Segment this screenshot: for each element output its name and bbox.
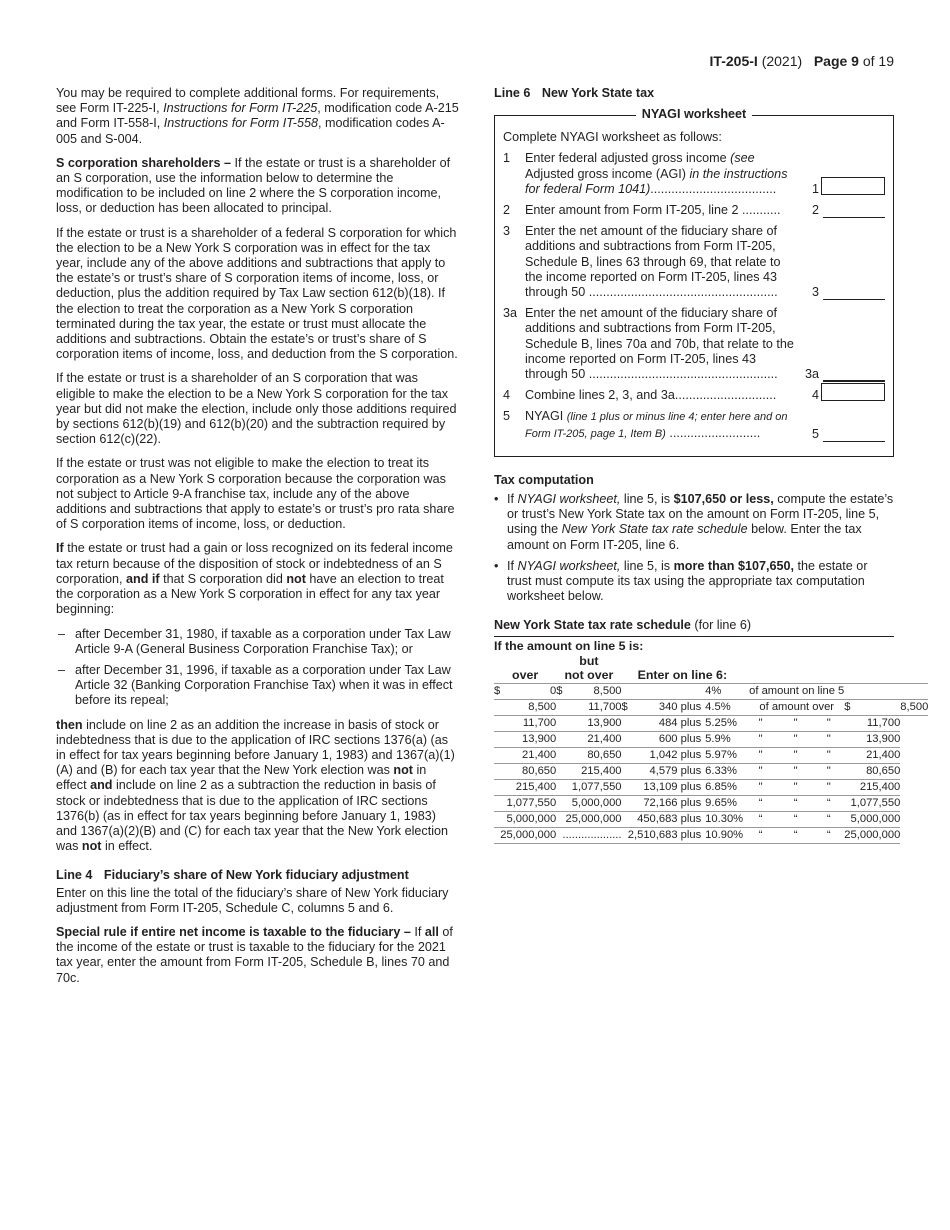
page-header <box>710 54 894 69</box>
rate-cell-q1: " <box>743 731 778 747</box>
col-enter: Enter on line 6: <box>622 668 744 684</box>
rate-row <box>494 827 928 843</box>
rate-cell-rate: 5.25% <box>701 715 743 731</box>
worksheet-answer-field[interactable] <box>823 285 885 300</box>
rate-cell-q1: " <box>743 763 778 779</box>
paragraph-additional-forms <box>56 86 460 147</box>
rate-row <box>494 731 928 747</box>
rate-cell-q2: " <box>778 779 813 795</box>
rate-cell-rate: 5.9% <box>701 731 743 747</box>
rate-cell-notover: 21,400 <box>562 731 621 747</box>
text-run: Instructions for Form IT-558 <box>163 116 319 131</box>
rate-cell-notover: 1,077,550 <box>562 779 621 795</box>
dash-item <box>56 627 460 657</box>
rate-cell-q1: " <box>743 715 778 731</box>
text-run: If the estate or trust was not eligible to make the election to treat its corporation as a New York S corporation because the corporation was not subject to Article 9-A franchise tax, include any of the above additions and subtractions that apply to estate’s or trust’s pro rata share of S corporation items of income, loss, or deduction. <box>56 456 455 532</box>
rate-cell-notover: 215,400 <box>562 763 621 779</box>
rate-cell-rate: 6.85% <box>701 779 743 795</box>
rate-schedule-heading <box>494 618 894 636</box>
rate-cell-rate: 10.30% <box>701 811 743 827</box>
rate-cell-over: 80,650 <box>500 763 556 779</box>
rate-cell-amt: 21,400 <box>844 747 900 763</box>
text-run: NYAGI worksheet, <box>517 558 621 573</box>
tax-bullet-text <box>507 492 893 552</box>
tax-bullet-text <box>507 559 868 603</box>
bullet-dot: • <box>494 558 499 573</box>
rate-cell-notover: 5,000,000 <box>562 795 621 811</box>
rate-cell-desc: of amount on line 5 <box>743 683 844 699</box>
text-run: include on line 2 as an addition the increase in basis of stock or indebtedness that is due to the application of IRC sections 1376(a) (as in effect for tax years beginning before January 1, 1983) and 1367(a)(1)(A) and (B) for each tax year that the New York election was <box>56 717 455 778</box>
worksheet-line-ref: 3a <box>805 367 820 382</box>
rate-cell-q2: " <box>778 731 813 747</box>
worksheet-line-ref: 2 <box>811 203 819 218</box>
worksheet-line-text <box>525 151 799 197</box>
col-over: over <box>494 668 556 684</box>
rate-cell-base: 450,683 plus <box>628 811 701 827</box>
worksheet-line-number: 4 <box>503 388 511 403</box>
tax-computation-heading: Tax computation <box>494 472 594 487</box>
rate-cell-amt: 1,077,550 <box>844 795 900 811</box>
text-run: in effect <box>56 763 427 793</box>
paragraph-eligible-no-election <box>56 371 460 447</box>
text-run: If the estate or trust is a shareholder of an S corporation that was eligible to make the election to be a New York S corporation for the tax year but did not make the election, include only those additions required by sections 612(b)(19) and 612(b)(20) and the subtraction required by section 612(c)(22). <box>56 371 457 447</box>
text-run: $107,650 or less, <box>673 492 774 507</box>
text-run: in effect. <box>101 839 153 854</box>
rate-cell-rate: 5.97% <box>701 747 743 763</box>
col-but: but <box>579 653 599 668</box>
text-run: If <box>507 492 518 507</box>
rate-cell-q2: " <box>778 763 813 779</box>
rate-row <box>494 715 928 731</box>
text-run: You may be required to complete additional forms. For requirements, see Form IT-225-I, <box>56 86 440 116</box>
rate-cell-over: 13,900 <box>500 731 556 747</box>
text-run: more than $107,650, <box>673 558 794 573</box>
rate-cell-q3: " <box>813 731 844 747</box>
text-run: .................................... <box>650 181 777 196</box>
worksheet-line-ref: 3 <box>811 285 819 300</box>
rate-cell-q3: " <box>813 779 844 795</box>
text-run: (see <box>730 151 755 166</box>
rate-cell-q1: " <box>743 779 778 795</box>
rate-cell-amt: 11,700 <box>844 715 900 731</box>
rate-cell-cur1: $ <box>494 683 500 699</box>
worksheet-title-text: NYAGI worksheet <box>636 107 753 121</box>
rate-cell-rate: 6.33% <box>701 763 743 779</box>
rate-cell-q2: “ <box>778 795 813 811</box>
dash-item-text: after December 31, 1996, if taxable as a corporation under Tax Law Article 32 (Banking Corporation Franchise Tax) when it was in effect before its repeal; <box>75 662 453 708</box>
rate-cell-base: 4,579 plus <box>628 763 701 779</box>
rate-if-line: If the amount on line 5 is: <box>494 638 644 653</box>
text-run: line 5, is <box>620 558 674 573</box>
text-run: Special rule if entire net income is taxable to the fiduciary – <box>56 924 415 939</box>
text-run: Combine lines 2, 3, and 3a............................. <box>525 388 777 403</box>
rate-cell-notover: ................... <box>562 827 621 843</box>
rate-cell-base: 13,109 plus <box>628 779 701 795</box>
rate-cell-q1: “ <box>743 795 778 811</box>
dash-bullet: – <box>58 626 66 641</box>
rate-cell-over: 8,500 <box>500 699 556 715</box>
text-run: , modification code A-215 and Form IT-558-I, <box>56 101 459 131</box>
paragraph-then <box>56 718 460 855</box>
worksheet-line-4 <box>503 388 885 403</box>
rate-cell-q2: " <box>778 747 813 763</box>
rate-cell-notover: 8,500 <box>562 683 621 699</box>
rate-cell-q1: “ <box>743 811 778 827</box>
rate-cell-cur3: $ <box>622 699 628 715</box>
text-run: not <box>81 839 102 854</box>
text-run: include on line 2 as a subtraction the reduction in basis of stock or indebtedness that is due to the application of IRC sections 1376(b) (as in effect for tax years beginning before January 1, 1983) and 1367(a)(2)(B) and (C) for each tax year that the New York election was <box>56 778 449 854</box>
text-run: If <box>414 924 425 939</box>
text-run: of the income of the estate or trust is taxable to the fiduciary for the 2021 tax year, enter the amount from Form IT-205, Schedule B, lines 70 and 70c. <box>56 924 453 985</box>
text-run: below. Enter the tax amount on Form IT-205, line 6. <box>507 522 862 552</box>
text-run: If <box>56 541 64 556</box>
form-number: IT-205-I <box>709 53 758 69</box>
rate-cell-cur4: $ <box>844 699 900 715</box>
text-run: Enter on this line the total of the fiduciary’s share of New York fiduciary adjustment from Form IT-205, Schedule C, columns 5 and 6. <box>56 885 449 915</box>
line4-heading <box>56 868 460 883</box>
dash-item <box>56 663 460 709</box>
rate-cell-over: 0 <box>500 683 556 699</box>
worksheet-answer-field[interactable] <box>821 177 885 195</box>
worksheet-line-3a <box>503 306 885 382</box>
text-run: all <box>424 924 439 939</box>
rate-cell-over: 25,000,000 <box>500 827 556 843</box>
worksheet-line-3 <box>503 224 885 300</box>
rate-cell-q3: “ <box>813 811 844 827</box>
rate-cell-cur2: $ <box>556 683 562 699</box>
text-run: .......................... <box>665 425 761 440</box>
rate-cell-base: 340 plus <box>628 699 701 715</box>
worksheet-line-number: 5 <box>503 409 511 424</box>
page-label: Page 9 <box>813 53 859 69</box>
rate-cell-rate: 4% <box>701 683 743 699</box>
rate-cell-over: 21,400 <box>500 747 556 763</box>
text-run: If the estate or trust is a shareholder of a federal S corporation for which the election to be a New York S corporation was in effect for the tax year, include any of the above additions and subtractions that apply to the estate’s or trust’s share of S corporation items of income, loss, or deduction, plus the addition required by Tax Law section 612(b)(18). If the election to treat the corporation as a New York S corporation terminated during the tax year, the estate or trust must allocate the additions and subtractions. Obtain the estate’s or trust’s share of S corporation items of income, loss, and deduction from the S corporation. <box>56 225 458 362</box>
rate-cell-base <box>628 683 701 699</box>
worksheet-answer-field[interactable] <box>821 383 885 401</box>
paragraph-s-corp-shareholders <box>56 156 460 217</box>
text-run: the estate or trust had a gain or loss recognized on its federal income tax return because of the disposition of stock or indebtedness of an S corporation, <box>56 541 453 586</box>
tax-bullet-item <box>494 492 894 553</box>
rate-row <box>494 683 928 699</box>
paragraph-federal-s-corp <box>56 226 460 363</box>
worksheet-title <box>495 107 893 122</box>
rate-cell-notover: 13,900 <box>562 715 621 731</box>
tax-computation-bullets <box>494 492 894 604</box>
worksheet-line-text <box>525 224 799 300</box>
text-run: NYAGI <box>525 409 567 424</box>
rate-cell-amt: 8,500 <box>900 699 928 715</box>
rate-cell-q3: " <box>813 715 844 731</box>
rate-row <box>494 747 928 763</box>
line6-title: New York State tax <box>541 86 655 100</box>
worksheet-line-ref: 5 <box>811 426 819 441</box>
worksheet-answer-field[interactable] <box>823 427 885 442</box>
rate-cell-q3: “ <box>813 795 844 811</box>
paragraph-not-eligible <box>56 456 460 532</box>
text-run: not <box>286 571 306 586</box>
text-run: S corporation shareholders – <box>56 155 235 170</box>
rate-schedule-table <box>494 639 928 844</box>
rate-cell-amt: 215,400 <box>844 779 900 795</box>
rate-cell-amt: 13,900 <box>844 731 900 747</box>
dash-item-text: after December 31, 1980, if taxable as a corporation under Tax Law Article 9-A (General Business Corporation Franchise Tax); or <box>75 626 451 656</box>
form-year: (2021) <box>761 53 803 69</box>
rate-cell-q2: “ <box>778 827 813 843</box>
line6-number: Line 6 <box>494 86 531 100</box>
paragraph-special-rule <box>56 925 460 986</box>
rate-row <box>494 779 928 795</box>
line4-title: Fiduciary’s share of New York fiduciary adjustment <box>103 868 409 883</box>
rate-cell-over: 11,700 <box>500 715 556 731</box>
text-run: compute the estate’s or trust’s New York State tax on the amount on Form IT-205, line 5, using the <box>507 492 894 537</box>
rate-cell-over: 1,077,550 <box>500 795 556 811</box>
rate-cell-base: 600 plus <box>628 731 701 747</box>
text-run: in the instructions for federal Form 1041) <box>525 166 788 196</box>
text-run: not <box>393 763 413 778</box>
dash-bullet: – <box>58 662 66 677</box>
text-run: then <box>56 717 83 732</box>
worksheet-line-ref: 4 <box>811 388 819 403</box>
rate-cell-desc: of amount over <box>743 699 844 715</box>
rate-schedule-title: New York State tax rate schedule <box>494 618 691 633</box>
rate-cell-base: 484 plus <box>628 715 701 731</box>
worksheet-rows <box>503 151 885 441</box>
worksheet-intro: Complete NYAGI worksheet as follows: <box>503 130 722 145</box>
rate-cell-rate: 10.90% <box>701 827 743 843</box>
rate-cell-q2: “ <box>778 811 813 827</box>
rate-cell-q3: " <box>813 763 844 779</box>
text-run: line 5, is <box>620 492 674 507</box>
nyagi-worksheet <box>494 107 894 457</box>
text-run: New York State tax rate schedule <box>561 522 748 537</box>
text-run: Enter amount from Form IT-205, line 2 ........... <box>525 203 781 218</box>
text-run: Enter the net amount of the fiduciary share of additions and subtractions from Form IT-205, Schedule B, lines 70a and 70b, that relate to the income reported on Form IT-205, lines 43 through 50 ...................................................... <box>525 306 794 382</box>
worksheet-line-number: 2 <box>503 203 511 218</box>
tax-bullet-item <box>494 559 894 605</box>
text-run: , modification codes A-005 and S-004. <box>56 116 445 146</box>
worksheet-line-2 <box>503 203 885 218</box>
worksheet-line-text <box>525 306 799 382</box>
text-run: Instructions for Form IT-225 <box>163 101 318 116</box>
rate-row <box>494 811 928 827</box>
rate-cell-cur4 <box>844 683 928 699</box>
worksheet-line-5 <box>503 409 885 441</box>
text-run: Enter the net amount of the fiduciary share of additions and subtractions from Form IT-205, Schedule B, lines 63 through 69, that relate to the income reported on Form IT-205, lines 43 through 50 ...................................................... <box>525 224 781 300</box>
rate-cell-q3: " <box>813 747 844 763</box>
rate-row <box>494 699 928 715</box>
text-run: If <box>507 558 518 573</box>
rate-cell-notover: 11,700 <box>562 699 621 715</box>
rate-row <box>494 795 928 811</box>
worksheet-line-1 <box>503 151 885 197</box>
col-not-over: not over <box>556 668 621 684</box>
text-run: and if <box>126 571 160 586</box>
rate-cell-amt: 80,650 <box>844 763 900 779</box>
line6-heading <box>494 86 894 101</box>
worksheet-line-number: 1 <box>503 151 511 166</box>
rate-cell-q1: “ <box>743 827 778 843</box>
text-run: If the estate or trust is a shareholder of an S corporation, use the information below to determine the modification to be included on line 2 where the S corporation income, loss, or deduction has been allocated to principal. <box>56 155 451 216</box>
rate-cell-base: 1,042 plus <box>628 747 701 763</box>
paragraph-gain-or-loss <box>56 541 460 617</box>
worksheet-line-number: 3a <box>503 306 518 321</box>
rate-cell-q3: “ <box>813 827 844 843</box>
worksheet-line-text <box>525 409 799 441</box>
text-run: (line 1 plus or minus line 4; enter here and on Form IT-205, page 1, Item B) <box>525 411 788 440</box>
rate-cell-notover: 80,650 <box>562 747 621 763</box>
worksheet-line-number: 3 <box>503 224 511 239</box>
worksheet-line-text <box>525 388 799 403</box>
text-run: have an election to treat the corporation as a New York S corporation in effect for any tax year beginning: <box>56 571 444 617</box>
rate-cell-q2: " <box>778 715 813 731</box>
rate-cell-base: 2,510,683 plus <box>628 827 701 843</box>
page-of: of 19 <box>862 53 894 69</box>
rate-cell-amt: 25,000,000 <box>844 827 900 843</box>
rate-row <box>494 763 928 779</box>
rate-cell-q1: " <box>743 747 778 763</box>
text-run: that S corporation did <box>159 571 287 586</box>
left-column <box>56 86 460 995</box>
rate-cell-rate: 4.5% <box>701 699 743 715</box>
rate-cell-notover: 25,000,000 <box>562 811 621 827</box>
dash-list <box>56 627 460 709</box>
text-run: Enter federal adjusted gross income <box>525 151 731 166</box>
rate-cell-over: 5,000,000 <box>500 811 556 827</box>
rate-cell-rate: 9.65% <box>701 795 743 811</box>
right-column <box>494 86 929 844</box>
worksheet-answer-field[interactable] <box>823 203 885 218</box>
paragraph-line4 <box>56 886 460 916</box>
text-run: and <box>90 778 113 793</box>
rate-cell-base: 72,166 plus <box>628 795 701 811</box>
rate-schedule-suffix: (for line 6) <box>694 618 752 633</box>
text-run: the estate or trust must compute its tax using the appropriate tax computation worksheet below. <box>507 558 868 604</box>
worksheet-line-ref: 1 <box>811 181 819 196</box>
text-run: NYAGI worksheet, <box>517 492 621 507</box>
line4-number: Line 4 <box>56 868 93 883</box>
bullet-dot: • <box>494 492 499 507</box>
rate-cell-amt: 5,000,000 <box>844 811 900 827</box>
worksheet-answer-field[interactable] <box>823 366 885 382</box>
text-run: Adjusted gross income (AGI) <box>525 166 686 181</box>
worksheet-line-text <box>525 203 799 218</box>
rate-cell-over: 215,400 <box>500 779 556 795</box>
